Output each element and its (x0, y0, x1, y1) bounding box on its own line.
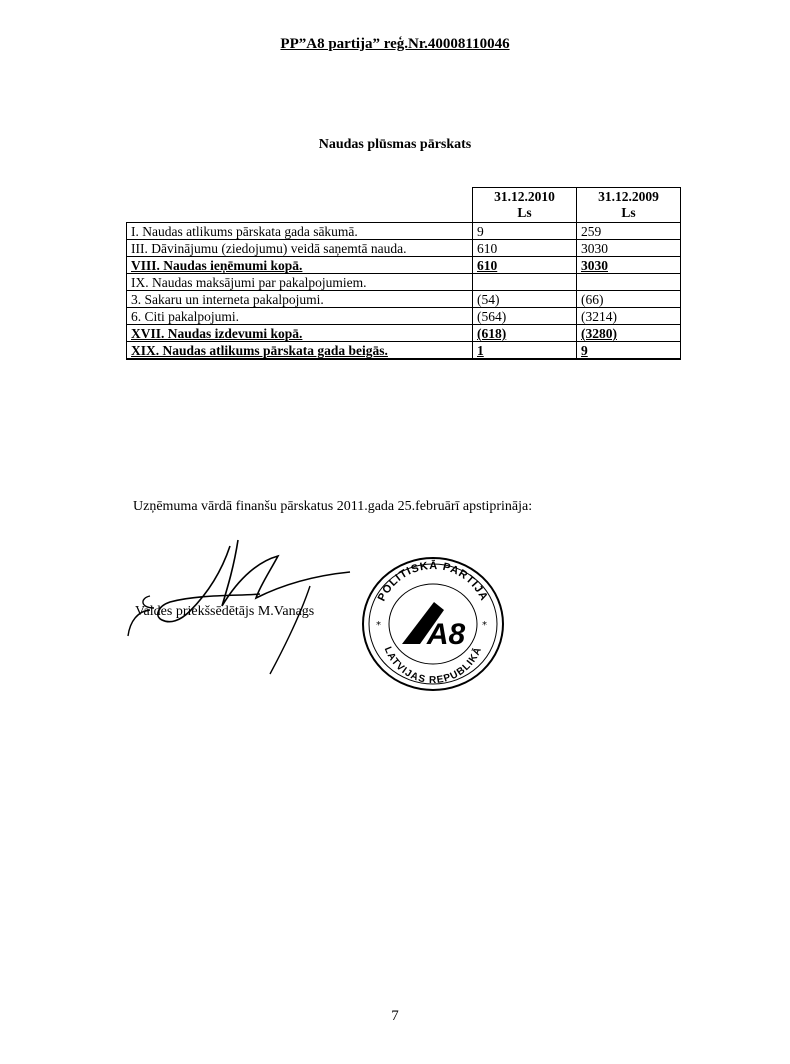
row-value-2009: (3214) (577, 308, 681, 325)
row-value-2010: (618) (473, 325, 577, 342)
stamp-emblem: A8 (426, 618, 466, 651)
row-value-2009: (66) (577, 291, 681, 308)
header-blank-cell (127, 188, 473, 223)
table-row-total (127, 342, 681, 360)
table-row (127, 274, 681, 291)
row-value-2009 (577, 274, 681, 291)
row-label: I. Naudas atlikums pārskata gada sākumā. (127, 223, 473, 240)
table-header-row (127, 188, 681, 223)
row-value-2010: 1 (473, 342, 577, 360)
row-value-2009: 3030 (577, 240, 681, 257)
row-value-2009: 9 (577, 342, 681, 360)
row-label: XVII. Naudas izdevumi kopā. (127, 325, 473, 342)
table-row-total (127, 325, 681, 342)
table-row (127, 240, 681, 257)
row-label: IX. Naudas maksājumi par pakalpojumiem. (127, 274, 473, 291)
table-row (127, 291, 681, 308)
row-label: 3. Sakaru un interneta pakalpojumi. (127, 291, 473, 308)
stamp-star-icon: * (482, 620, 487, 631)
row-value-2010: 610 (473, 240, 577, 257)
page-number: 7 (391, 1008, 399, 1024)
column-date: 31.12.2010 (494, 189, 555, 204)
table-row (127, 223, 681, 240)
stamp-bottom-text: LATVIJAS REPUBLIKĀ (381, 645, 485, 687)
row-value-2010: 9 (473, 223, 577, 240)
row-value-2009: (3280) (577, 325, 681, 342)
column-header-2010 (473, 188, 577, 223)
signatory-line: Valdes priekšsēdētājs M.Vanags (135, 604, 315, 619)
approval-statement: Uzņēmuma vārdā finanšu pārskatus 2011.gada 25.februārī apstiprināja: (133, 499, 533, 514)
document-header: PP”A8 partija” reģ.Nr.40008110046 (280, 36, 510, 52)
row-value-2010: (564) (473, 308, 577, 325)
column-header-2009 (577, 188, 681, 223)
column-date: 31.12.2009 (598, 189, 659, 204)
column-unit: Ls (517, 205, 532, 220)
row-value-2010: 610 (473, 257, 577, 274)
table-row-total (127, 257, 681, 274)
cash-flow-table (126, 187, 681, 360)
row-label: 6. Citi pakalpojumi. (127, 308, 473, 325)
svg-text:POLITISKĀ PARTIJA (376, 560, 491, 603)
stamp-top-text: POLITISKĀ PARTIJA (375, 559, 491, 604)
row-value-2009: 3030 (577, 257, 681, 274)
row-label: VIII. Naudas ieņēmumi kopā. (127, 257, 473, 274)
row-value-2009: 259 (577, 223, 681, 240)
row-label: III. Dāvinājumu (ziedojumu) veidā saņemtā nauda. (127, 240, 473, 257)
table-row (127, 308, 681, 325)
row-label: XIX. Naudas atlikums pārskata gada beigās. (127, 342, 473, 360)
row-value-2010 (473, 274, 577, 291)
stamp-star-icon: * (376, 620, 381, 631)
row-value-2010: (54) (473, 291, 577, 308)
party-stamp (358, 552, 508, 692)
report-title: Naudas plūsmas pārskats (318, 137, 472, 152)
column-unit: Ls (621, 205, 636, 220)
